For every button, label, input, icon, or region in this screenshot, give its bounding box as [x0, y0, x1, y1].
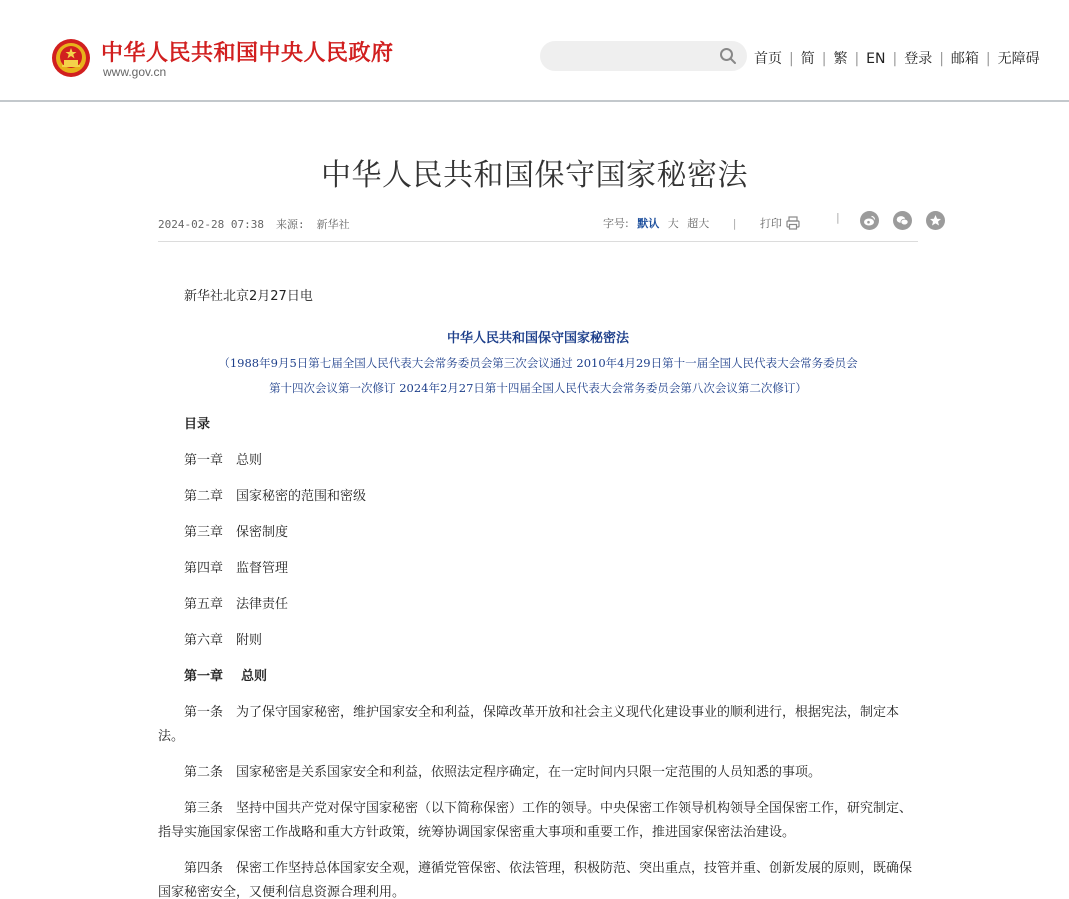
article-num: 第二条: [184, 765, 224, 780]
toc-chapter-title: 法律责任: [236, 597, 289, 612]
share-bar: [836, 211, 954, 230]
law-article: [158, 797, 918, 845]
toc-item: [158, 557, 918, 581]
article-meta: [158, 210, 918, 242]
nav-separator: |: [854, 51, 860, 67]
toc-item: [158, 521, 918, 545]
source-label: 来源:: [275, 218, 305, 231]
nav-home[interactable]: 首页: [754, 51, 782, 67]
font-size-xlarge[interactable]: 超大: [687, 217, 710, 230]
article-num: 第四条: [184, 861, 224, 876]
nav-separator: |: [985, 51, 991, 67]
favorite-icon[interactable]: [926, 211, 945, 230]
site-url[interactable]: www.gov.cn: [103, 65, 167, 79]
law-article: [158, 701, 918, 749]
toc-chapter-num: 第三章: [184, 525, 224, 540]
weibo-icon[interactable]: [860, 211, 879, 230]
law-note-line-1: （1988年9月5日第七届全国人民代表大会常务委员会第三次会议通过 2010年4月29日第十一届全国人民代表大会常务委员会: [218, 356, 858, 370]
national-emblem-icon[interactable]: [51, 37, 91, 79]
nav-login[interactable]: 登录: [904, 51, 933, 67]
site-title[interactable]: 中华人民共和国中央人民政府: [101, 41, 394, 66]
print-label: 打印: [759, 217, 782, 230]
print-button[interactable]: [760, 217, 800, 230]
toc-chapter-title: 保密制度: [236, 525, 289, 540]
source-name: 新华社: [316, 218, 350, 231]
site-header: [0, 0, 1069, 102]
article-text: 坚持中国共产党对保守国家秘密（以下简称保密）工作的领导。中央保密工作领导机构领导全国保密工作，研究制定、指导实施国家保密工作战略和重大方针政策，统筹协调国家保密重大事项和重要工作，推进国家保密法治建设。: [158, 801, 913, 840]
toc-chapter-title: 附则: [236, 633, 263, 648]
toc-heading: 目录: [184, 417, 211, 432]
article-text: 为了保守国家秘密，维护国家安全和利益，保障改革开放和社会主义现代化建设事业的顺利进行，根据宪法，制定本法。: [158, 705, 900, 744]
toc-chapter-title: 总则: [236, 453, 263, 468]
font-size-label: 字号:: [603, 217, 629, 230]
tool-separator: |: [732, 217, 737, 230]
nav-separator: |: [939, 51, 944, 67]
toc-chapter-num: 第六章: [184, 633, 224, 648]
search-icon[interactable]: [719, 47, 737, 65]
toc-item: [158, 485, 918, 509]
font-size-large[interactable]: 大: [667, 217, 679, 230]
law-note: [158, 351, 918, 401]
article-tools: [603, 215, 800, 231]
nav-separator: |: [789, 51, 794, 67]
top-nav: [754, 48, 1040, 68]
font-size-default[interactable]: 默认: [637, 217, 660, 230]
toc-chapter-num: 第五章: [184, 597, 224, 612]
wechat-icon[interactable]: [893, 211, 912, 230]
nav-mail[interactable]: 邮箱: [950, 51, 979, 67]
toc-item: [158, 449, 918, 473]
toc-chapter-num: 第四章: [184, 561, 224, 576]
nav-accessibility[interactable]: 无障碍: [997, 51, 1040, 67]
article-num: 第三条: [184, 801, 224, 816]
dateline: 新华社北京2月27日电: [184, 289, 313, 304]
search-box: [540, 41, 747, 71]
law-article: [158, 857, 918, 899]
search-input[interactable]: [554, 46, 714, 66]
toc-item: [158, 593, 918, 617]
article-body: [158, 285, 918, 899]
article-text: 国家秘密是关系国家安全和利益，依照法定程序确定，在一定时间内只限一定范围的人员知悉的事项。: [236, 765, 822, 780]
law-note-line-2: 第十四次会议第一次修订 2024年2月27日第十四届全国人民代表大会常务委员会第八次会议第二次修订）: [269, 381, 807, 395]
article-title: 中华人民共和国保守国家秘密法: [321, 158, 748, 193]
nav-separator: |: [892, 51, 898, 67]
article-text: 保密工作坚持总体国家安全观，遵循党管保密、依法管理，积极防范、突出重点，技管并重、创新发展的原则，既确保国家秘密安全，又便利信息资源合理利用。: [158, 861, 913, 899]
toc-chapter-title: 国家秘密的范围和密级: [236, 489, 367, 504]
tool-separator: |: [836, 211, 840, 224]
toc-item: [158, 629, 918, 653]
nav-separator: |: [821, 51, 827, 67]
toc-chapter-num: 第二章: [184, 489, 224, 504]
chapter-num: 第一章: [184, 669, 224, 684]
law-article: [158, 761, 918, 785]
chapter-title: 总则: [241, 669, 268, 684]
chapter-heading: [158, 665, 918, 689]
nav-english[interactable]: EN: [866, 51, 886, 67]
toc-chapter-title: 监督管理: [236, 561, 289, 576]
article-info: [158, 216, 350, 232]
article-num: 第一条: [184, 705, 224, 720]
nav-simplified[interactable]: 简: [800, 51, 815, 67]
publish-date: 2024-02-28 07:38: [158, 218, 264, 231]
toc-chapter-num: 第一章: [184, 453, 224, 468]
print-icon: [786, 216, 800, 230]
nav-traditional[interactable]: 繁: [833, 51, 848, 67]
law-title: 中华人民共和国保守国家秘密法: [446, 331, 629, 346]
